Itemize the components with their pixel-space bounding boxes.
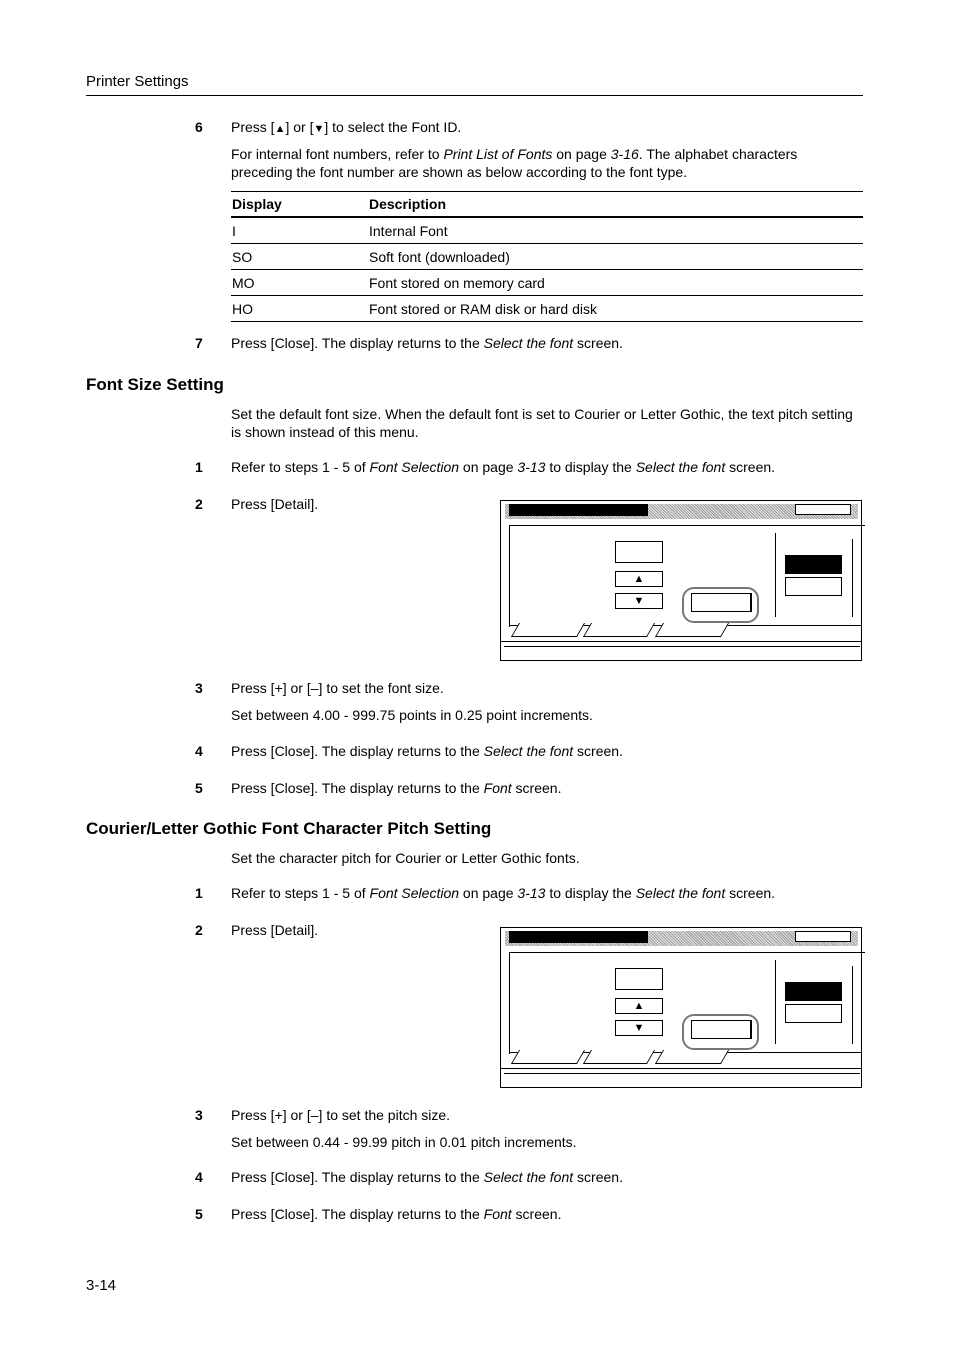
tab[interactable] <box>511 1050 585 1064</box>
page-reference: 3-13 <box>517 885 546 901</box>
screen-name: Font <box>483 1206 512 1222</box>
status-bar <box>501 641 861 660</box>
text-fragment: Press [Close]. The display returns to the <box>231 1169 484 1185</box>
reference-link: Print List of Fonts <box>443 146 553 162</box>
step-4-text <box>231 1168 623 1186</box>
status-bar-line <box>504 646 860 647</box>
table-cell: HO <box>232 300 253 317</box>
step-1-text <box>231 458 775 476</box>
page-header-title: Printer Settings <box>86 73 189 90</box>
close-button[interactable] <box>795 931 851 942</box>
step-number: 4 <box>195 1169 203 1185</box>
status-bar <box>501 1068 861 1087</box>
text-fragment: screen. <box>573 1169 623 1185</box>
option-button[interactable] <box>785 1004 842 1023</box>
status-bar-line <box>504 1073 860 1074</box>
value-display <box>615 968 663 990</box>
text-fragment: screen. <box>573 335 623 351</box>
value-display <box>615 541 663 563</box>
text-fragment: screen. <box>511 780 562 796</box>
text-fragment: Press [Close]. The display returns to the <box>231 1206 484 1222</box>
triangle-up-icon: ▲ <box>274 123 286 135</box>
table-cell: Font stored or RAM disk or hard disk <box>369 300 597 317</box>
step-number: 1 <box>195 885 203 901</box>
title-label <box>509 504 648 516</box>
text-fragment: ] to select the Font ID. <box>324 119 462 135</box>
text-fragment: . The alphabet characters preceding the font number are shown as below according to the font type. <box>231 146 798 180</box>
reference-link: Font Selection <box>369 459 460 475</box>
step-number: 6 <box>195 119 203 135</box>
section-intro: Set the default font size. When the default font is set to Courier or Letter Gothic, the text pitch setting is shown instead of this menu. <box>231 406 853 440</box>
tab[interactable] <box>655 623 729 637</box>
step-number: 2 <box>195 922 203 938</box>
page-reference: 3-16 <box>610 146 639 162</box>
page-reference: 3-13 <box>517 459 546 475</box>
step-7-text <box>231 334 623 352</box>
step-4-text <box>231 742 623 760</box>
text-fragment: on page <box>552 146 611 162</box>
step-number: 4 <box>195 743 203 759</box>
table-row <box>231 270 863 296</box>
text-fragment: screen. <box>725 459 776 475</box>
step-2-text: Press [Detail]. <box>231 922 319 938</box>
step-3-text: Press [+] or [–] to set the pitch size. <box>231 1107 451 1123</box>
selected-option-button[interactable] <box>785 982 842 1001</box>
triangle-down-icon: ▼ <box>313 123 325 135</box>
reference-link: Font Selection <box>369 885 460 901</box>
section-intro: Set the character pitch for Courier or Letter Gothic fonts. <box>231 850 580 866</box>
up-arrow-button[interactable] <box>615 571 663 587</box>
tab[interactable] <box>655 1050 729 1064</box>
divider <box>852 966 853 1044</box>
screen-name: Select the font <box>635 459 726 475</box>
section-heading-font-size: Font Size Setting <box>86 375 224 394</box>
table-cell: I <box>232 222 236 239</box>
step-number: 2 <box>195 496 203 512</box>
divider <box>775 960 776 1044</box>
tab[interactable] <box>511 623 585 637</box>
text-fragment: on page <box>459 459 518 475</box>
divider <box>775 533 776 617</box>
text-fragment: Refer to steps 1 - 5 of <box>231 885 370 901</box>
section-heading-pitch: Courier/Letter Gothic Font Character Pitch Setting <box>86 819 492 838</box>
screen-name: Select the font <box>483 743 574 759</box>
table-cell: Font stored on memory card <box>369 274 545 291</box>
text-fragment: to display the <box>545 459 636 475</box>
text-fragment: screen. <box>573 743 623 759</box>
step-number: 5 <box>195 780 203 796</box>
operation-panel-screenshot <box>500 927 862 1088</box>
table-header-row <box>231 192 863 218</box>
column-header: Display <box>232 196 282 212</box>
selected-option-button[interactable] <box>785 555 842 574</box>
triangle-down-icon: ▼ <box>633 1022 645 1034</box>
table-cell: SO <box>232 248 253 265</box>
step-number: 7 <box>195 335 203 351</box>
text-fragment: Press [Close]. The display returns to the <box>231 743 484 759</box>
table-row <box>231 296 863 322</box>
option-button[interactable] <box>785 577 842 596</box>
font-type-table <box>231 191 863 322</box>
step-number: 5 <box>195 1206 203 1222</box>
screen-name: Font <box>483 780 512 796</box>
tab[interactable] <box>583 623 655 637</box>
triangle-down-icon: ▼ <box>633 595 645 607</box>
step-3-subtext: Set between 4.00 - 999.75 points in 0.25 point increments. <box>231 707 593 723</box>
step-3-subtext: Set between 0.44 - 99.99 pitch in 0.01 pitch increments. <box>231 1134 577 1150</box>
table-cell: Soft font (downloaded) <box>369 248 510 265</box>
text-fragment: Press [Close]. The display returns to the <box>231 335 484 351</box>
screen-name: Select the font <box>635 885 726 901</box>
text-fragment: Refer to steps 1 - 5 of <box>231 459 370 475</box>
down-arrow-button[interactable] <box>615 1020 663 1036</box>
detail-button[interactable] <box>691 593 752 612</box>
header-rule <box>86 95 863 96</box>
divider <box>852 539 853 617</box>
text-fragment: ] or [ <box>285 119 314 135</box>
text-fragment: Press [ <box>231 119 275 135</box>
text-fragment: screen. <box>725 885 776 901</box>
text-fragment: to display the <box>545 885 636 901</box>
tab[interactable] <box>583 1050 655 1064</box>
triangle-up-icon: ▲ <box>633 1000 645 1012</box>
screen-name: Select the font <box>483 1169 574 1185</box>
text-fragment: on page <box>459 885 518 901</box>
close-button[interactable] <box>795 504 851 515</box>
text-fragment: For internal font numbers, refer to <box>231 146 444 162</box>
column-header: Description <box>369 196 447 212</box>
triangle-up-icon: ▲ <box>633 573 645 585</box>
step-3-text: Press [+] or [–] to set the font size. <box>231 680 444 696</box>
table-cell: Internal Font <box>369 222 448 239</box>
detail-button[interactable] <box>691 1020 752 1039</box>
step-5-text <box>231 779 561 797</box>
page-number: 3-14 <box>86 1277 117 1294</box>
operation-panel-screenshot <box>500 500 862 661</box>
step-number: 3 <box>195 1107 203 1123</box>
step-2-text: Press [Detail]. <box>231 496 319 512</box>
step-6-text <box>231 118 461 138</box>
step-number: 3 <box>195 680 203 696</box>
title-label <box>509 931 648 943</box>
down-arrow-button[interactable] <box>615 593 663 609</box>
table-row <box>231 244 863 270</box>
table-cell: MO <box>232 274 255 291</box>
step-number: 1 <box>195 459 203 475</box>
table-row <box>231 218 863 244</box>
step-1-text <box>231 884 775 902</box>
step-5-text <box>231 1205 561 1223</box>
step-6-note <box>231 145 861 181</box>
text-fragment: Press [Close]. The display returns to the <box>231 780 484 796</box>
text-fragment: screen. <box>511 1206 562 1222</box>
up-arrow-button[interactable] <box>615 998 663 1014</box>
screen-name: Select the font <box>483 335 574 351</box>
